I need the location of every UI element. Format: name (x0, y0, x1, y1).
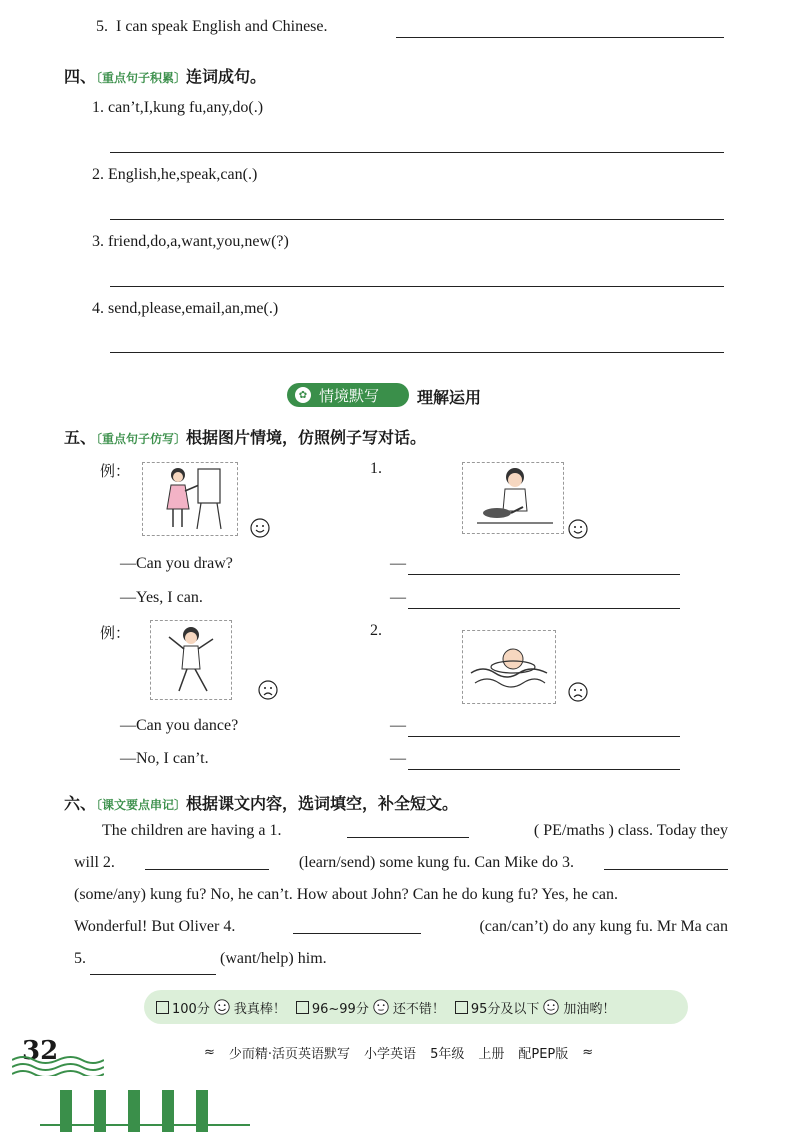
s4-answer-line-1[interactable] (110, 152, 724, 153)
item1-dash-2: — (390, 589, 406, 606)
footer-volume: 上册 (478, 1047, 505, 1062)
q5-answer-line[interactable] (396, 37, 724, 38)
score-checkbox-3[interactable] (455, 1001, 468, 1014)
medal-icon: ✿ (295, 387, 311, 403)
section6-heading: 六、〔课文要点串记〕根据课文内容，选词填空，补全短文。 (64, 794, 459, 813)
blank-3[interactable] (604, 847, 728, 870)
self-score-bar (144, 990, 688, 1024)
s5-item1-number: 1. (370, 460, 382, 477)
blank-2[interactable] (145, 847, 269, 870)
happy-face-icon (213, 998, 231, 1016)
footer-subject: 小学英语 (364, 1047, 417, 1062)
wave-right-icon: ≈ (582, 1045, 594, 1060)
ex1-question: —Can you draw? (120, 555, 233, 572)
section4-title: 连词成句。 (186, 67, 267, 86)
passage-line-4: Wonderful! But Oliver 4. (can/can’t) do any kung fu. Mr Ma can (74, 911, 728, 943)
section6-tag: 〔课文要点串记〕 (96, 798, 187, 812)
score-checkbox-1[interactable] (156, 1001, 169, 1014)
s5-item2-number: 2. (370, 622, 382, 639)
section6-title: 根据课文内容，选词填空，补全短文。 (186, 794, 459, 813)
wave-decoration-icon (12, 1054, 104, 1076)
footer-grade: 5年级 (430, 1047, 465, 1062)
item1-answer-line-2[interactable] (408, 608, 680, 609)
section5-tag: 〔重点句子仿写〕 (96, 432, 187, 446)
smile-face-icon (372, 998, 390, 1016)
banner-label: 情境默写 (319, 386, 380, 405)
passage-line-3: (some/any) kung fu? No, he can’t. How about John? Can he do kung fu? Yes, he can. (74, 886, 619, 903)
sad-face-icon (568, 682, 588, 702)
passage-line-1: The children are having a 1. ( PE/maths ) class. Today they (74, 815, 728, 847)
cheer-face-icon (542, 998, 560, 1016)
score-option-2: 96~99分 还不错！ (296, 998, 445, 1017)
s4-item-3: 3. friend,do,a,want,you,new(?) (92, 233, 289, 250)
section4-tag: 〔重点句子积累〕 (96, 71, 187, 85)
footer-info (204, 1043, 593, 1062)
s4-item-4: 4. send,please,email,an,me(.) (92, 300, 279, 317)
item2-answer-line-2[interactable] (408, 769, 680, 770)
item1-dash-1: — (390, 555, 406, 572)
section5-title: 根据图片情境，仿照例子写对话。 (186, 428, 427, 447)
s4-answer-line-4[interactable] (110, 352, 724, 353)
item1-answer-line-1[interactable] (408, 574, 680, 575)
ex2-answer: —No, I can’t. (120, 750, 209, 767)
q5-line (96, 18, 328, 36)
s4-answer-line-2[interactable] (110, 219, 724, 220)
q5-text: I can speak English and Chinese. (116, 18, 328, 35)
swimming-boy-image (462, 630, 556, 704)
s4-item-2: 2. English,he,speak,can(.) (92, 166, 258, 183)
section-banner (287, 383, 409, 407)
wave-left-icon: ≈ (204, 1045, 215, 1060)
blank-4[interactable] (293, 911, 421, 934)
q5-number: 5. (96, 18, 108, 35)
section4-heading: 四、〔重点句子积累〕连词成句。 (64, 67, 267, 86)
example-label-2: 例： (100, 624, 131, 642)
blank-5[interactable] (90, 952, 216, 975)
footer-book: 少而精·活页英语默写 (228, 1047, 351, 1062)
item2-dash-1: — (390, 717, 406, 734)
happy-face-icon (568, 519, 588, 539)
s4-answer-line-3[interactable] (110, 286, 724, 287)
passage-line-2: will 2. (learn/send) some kung fu. Can Mike do 3. (74, 847, 728, 879)
banner-subtitle: 理解运用 (417, 388, 482, 407)
ex2-question: —Can you dance? (120, 717, 239, 734)
s4-item-1: 1. can’t,I,kung fu,any,do(.) (92, 99, 264, 116)
passage-line-5: 5. (want/help) him. (74, 943, 728, 975)
item2-answer-line-1[interactable] (408, 736, 680, 737)
score-option-1: 100分 我真棒！ (156, 998, 286, 1017)
drawing-girl-image (142, 462, 238, 536)
ex1-answer: —Yes, I can. (120, 589, 203, 606)
blank-1[interactable] (347, 815, 469, 838)
item2-dash-2: — (390, 750, 406, 767)
section5-heading: 五、〔重点句子仿写〕根据图片情境，仿照例子写对话。 (64, 428, 427, 447)
dancing-boy-image (150, 620, 232, 700)
score-checkbox-2[interactable] (296, 1001, 309, 1014)
happy-face-icon (250, 518, 270, 538)
footer-edition: 配PEP版 (518, 1047, 569, 1062)
score-option-3: 95分及以下 加油哟！ (455, 998, 616, 1017)
cooking-boy-image (462, 462, 564, 534)
passage (74, 815, 728, 975)
sad-face-icon (258, 680, 278, 700)
example-label-1: 例： (100, 462, 131, 480)
page-number: 32 (22, 1036, 59, 1066)
